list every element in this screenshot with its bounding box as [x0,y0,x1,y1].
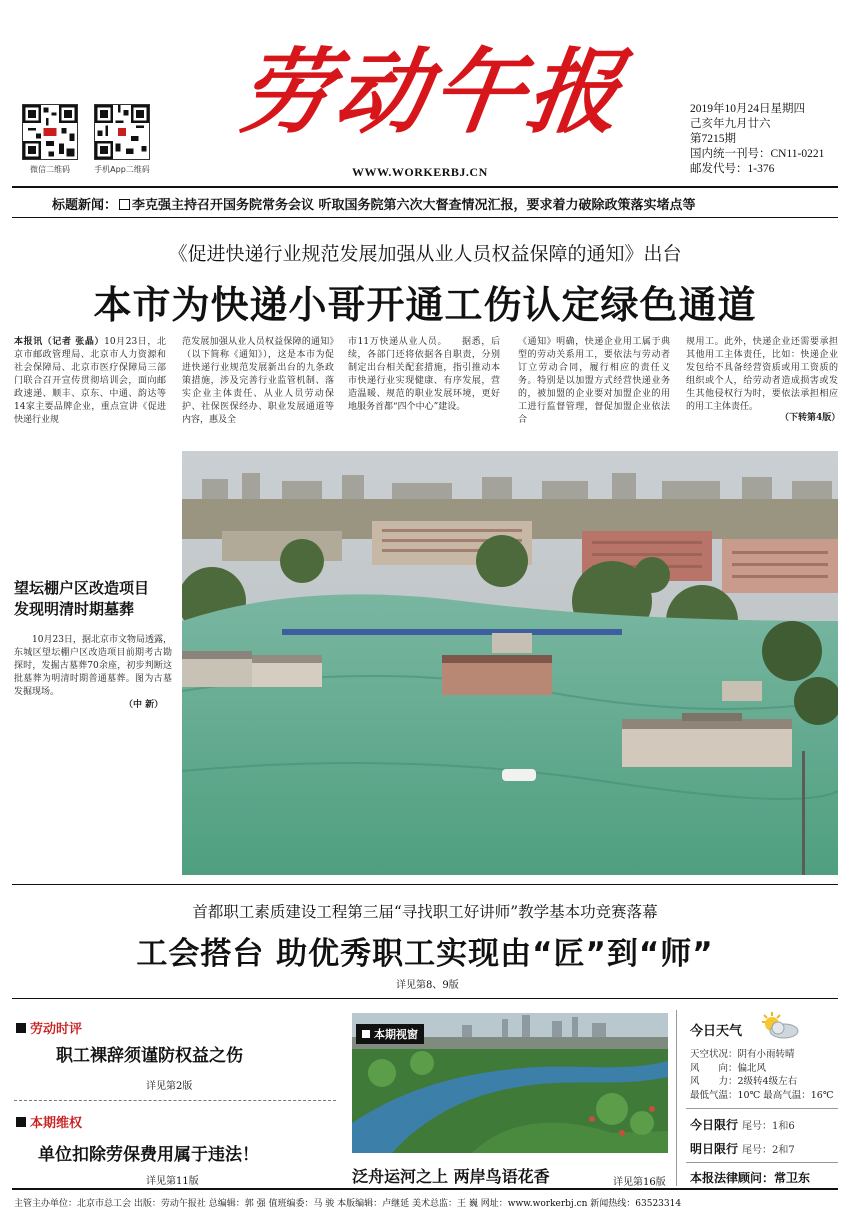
cloudy-sun-icon [756,1010,802,1040]
lead-story-col-3: 市11万快递从业人员。 据悉，后续，各部门还将依据各自职责，分别制定出台相关配套措施，指引推动本市快递行业实现健康、有序发展，营造温暖、规范的职业发展环境，更好地服务首都“四个中心”建设。 [348,337,500,412]
weather-sky [690,1048,840,1062]
weather-wind-force [690,1075,840,1089]
labor-comment-title[interactable]: 职工裸辞须谨防权益之伤 [56,1046,243,1066]
view-window-caption[interactable]: 泛舟运河之上 两岸鸟语花香 [352,1167,550,1186]
traffic-today-numbers: 尾号：1和6 [742,1121,795,1132]
newspaper-logo: 劳动午报 [232,38,632,146]
lead-story-kicker: 《促进快递行业规范发展加强从业人员权益保障的通知》出台 [168,243,682,265]
story2-kicker: 首都职工素质建设工程第三届“寻找职工好讲师”教学基本功竞赛落幕 [192,903,658,921]
weather-temperature: 最低气温：10℃ 最高气温：16℃ [690,1089,834,1101]
issue-post-code: 邮发代号：1-376 [690,163,775,175]
weather-wind-direction [690,1062,840,1076]
side-story-body: 10月23日，据北京市文物局透露，东城区望坛棚户区改造项目前期考古勘探时，发掘古墓葬70余座，初步判断这批墓葬为明清时期普通墓葬。图为古墓发掘现场。 [14,635,172,697]
side-story-title-line-1: 望坛棚户区改造项目 [14,579,150,597]
issue-cn-number: 国内统一刊号：CN11-0221 [690,148,825,160]
footer-rule [12,1188,838,1190]
checkbox-icon [119,199,130,210]
lead-story-title[interactable]: 本市为快递小哥开通工伤认定绿色通道 [93,283,757,327]
square-bullet-icon [16,1117,26,1127]
weather-sky-key: 天空状况： [690,1049,738,1060]
headline-news-label: 标题新闻： [52,198,118,213]
traffic-tomorrow-numbers: 尾号：2和7 [742,1145,795,1156]
footer-credits: 主管主办单位：北京市总工会 出版：劳动午报社 总编辑：郭 强 值班编委：马 骏 本版编辑：卢继延 美术总监：王 巍 网址：www.workerbj.cn 新闻热线：63523314 [14,1199,682,1209]
rights-tag-label: 本期维权 [30,1116,83,1131]
story2-see-page[interactable]: 详见第8、9版 [396,980,459,991]
view-window-tag [356,1024,424,1044]
app-qr-caption: 手机App二维码 [94,165,150,174]
rights-see-page[interactable]: 详见第11版 [146,1176,199,1187]
headline-news-bar [52,194,696,213]
issue-lunar-date: 己亥年九月廿六 [690,118,771,130]
side-story-title-line-2: 发现明清时期墓葬 [14,600,135,618]
headline-bar-rule [12,217,838,218]
lead-story-byline: 本报讯（记者 张晶） [14,337,105,347]
side-story-credit: （中 新） [124,700,164,710]
excavation-site-photo [182,451,838,875]
lead-story-col-2: 范发展加强从业人员权益保障的通知》（以下简称《通知》），这是本市为促进快递行业规范发展新出台的九条政策措施，涉及完善行业监管机制、落实企业主体责任、从业人员劳动保护、社保医保经办、职业发展通道等内容，惠及全 [182,337,334,425]
traffic-today [690,1116,795,1133]
weather-divider [676,1010,677,1186]
app-qr-code [94,104,150,160]
masthead-rule [12,186,838,188]
weather-title: 今日天气 [690,1024,743,1039]
labor-comment-divider [14,1100,336,1101]
lead-story-col-1 [14,336,166,427]
lead-story-col-1-text: 10月23日，北京市邮政管理局、北京市人力资源和社会保障局、北京市医疗保障局三部门联合召开宣传贯彻培训会，面向邮政速递、顺丰、京东、中通、韵达等14家主要品牌企业，重点宣讲《促进快递行业规 [14,337,166,425]
traffic-divider [686,1108,838,1109]
issue-number: 第7215期 [690,133,736,145]
traffic-tomorrow-label: 明日限行 [690,1142,739,1156]
headline-news-text[interactable]: 李克强主持召开国务院常务会议 听取国务院第六次大督查情况汇报，要求着力破除政策落实堵点等 [132,198,696,213]
view-window-see-page[interactable]: 详见第16版 [613,1177,666,1188]
issue-date: 2019年10月24日星期四 [690,103,805,115]
wechat-qr-code [22,104,78,160]
lead-story-col-5: 规用工。此外，快递企业还需要承担其他用工主体责任，比如：快递企业发包给不具备经营资质或用工资质的组织或个人，给劳动者造成损害或发生其他侵权行为时，要依法承担相应的用工主体责任。 [686,337,838,412]
weather-sky-value: 阴有小雨转晴 [737,1049,795,1060]
lead-story-col-4: 《通知》明确，快递企业用工属于典型的劳动关系用工，要依法与劳动者订立劳动合同，履行相应的责任义务。特别是以加盟方式经营快递业务的，被加盟的企业要对加盟企业的用工进行监督管理，督促加盟企业依法合 [518,337,670,425]
rights-tag [16,1112,82,1131]
lead-story-turn-page[interactable]: （下转第4版） [780,413,841,423]
weather-force-key: 风 力： [690,1076,738,1087]
square-bullet-icon [362,1030,370,1038]
section-rule [12,884,838,885]
legal-counsel: 本报法律顾问：常卫东 [690,1171,811,1185]
bottom-section-rule [12,998,838,999]
weather-details [690,1048,840,1102]
legal-divider [686,1162,838,1163]
traffic-tomorrow [690,1140,795,1157]
traffic-today-label: 今日限行 [690,1118,739,1132]
weather-force-value: 2级转4级左右 [737,1076,798,1087]
rights-title[interactable]: 单位扣除劳保费用属于违法！ [38,1145,259,1165]
weather-dir-key: 风 向： [690,1062,738,1074]
wechat-qr-caption: 微信二维码 [30,165,70,174]
square-bullet-icon [16,1023,26,1033]
labor-comment-see-page[interactable]: 详见第2版 [146,1081,193,1092]
labor-comment-tag [16,1018,82,1037]
story2-title[interactable]: 工会搭台 助优秀职工实现由“匠”到“师” [136,936,714,972]
labor-comment-tag-label: 劳动时评 [30,1022,83,1037]
issue-meta [690,102,840,177]
website-address[interactable]: WWW.WORKERBJ.CN [352,165,488,179]
weather-dir-value: 偏北风 [737,1062,767,1074]
side-story-title[interactable] [14,578,176,620]
view-window-tag-label: 本期视窗 [374,1028,418,1041]
